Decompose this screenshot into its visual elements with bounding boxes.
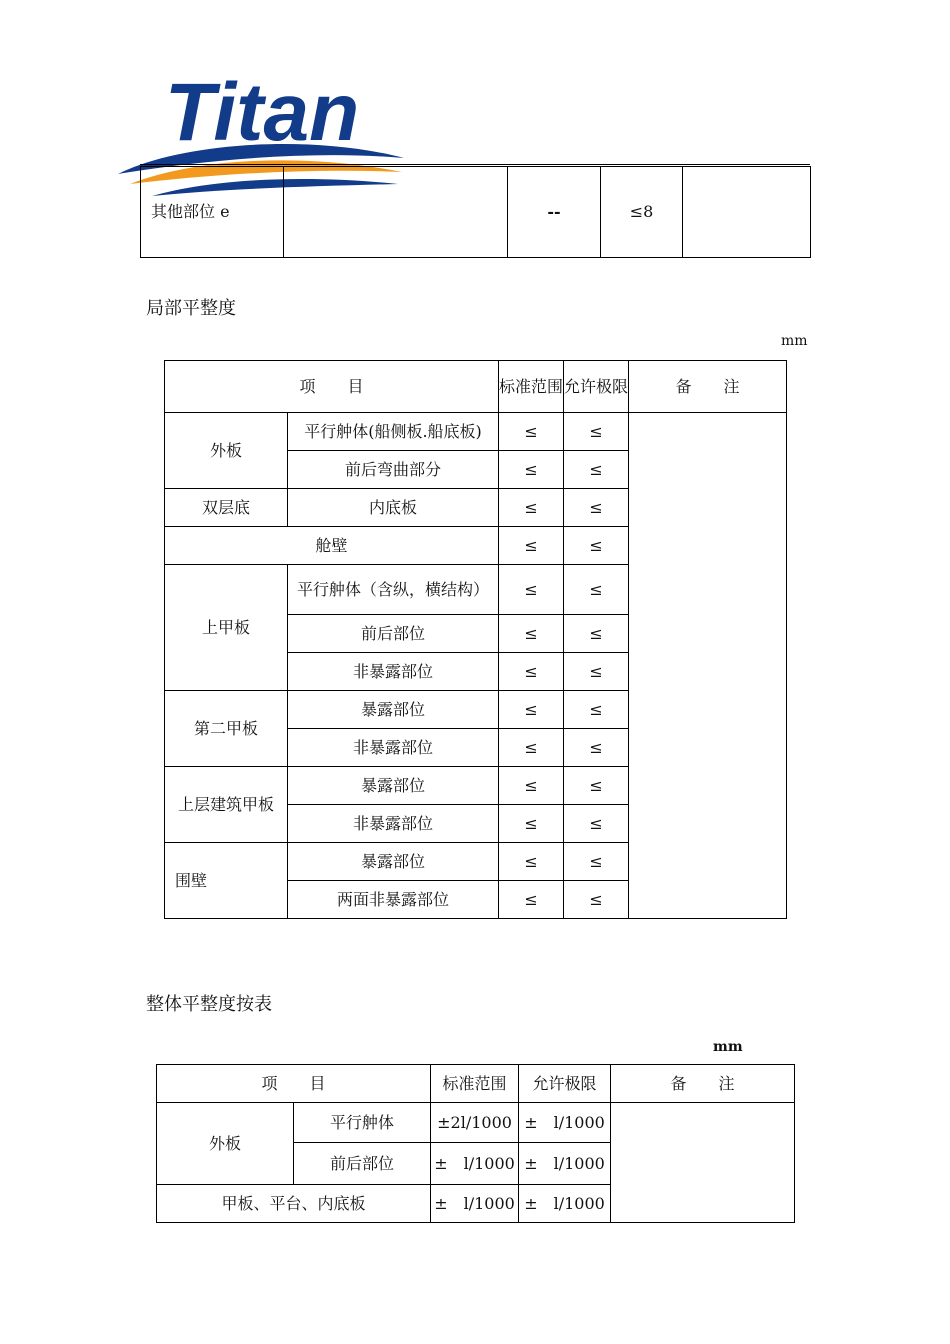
header-rule: [140, 164, 810, 165]
group-upper-deck: 上甲板: [165, 565, 288, 691]
row-label: 平行舯体(船侧板.船底板): [288, 413, 499, 451]
standard-cell: ≤: [499, 565, 564, 615]
limit-cell: ≤: [564, 565, 629, 615]
row-label: 前后弯曲部分: [288, 451, 499, 489]
row-label: 暴露部位: [288, 767, 499, 805]
limit-cell: ≤8: [601, 167, 683, 258]
standard-cell: ± l/1000: [431, 1185, 519, 1223]
row-label: 平行舯体（含纵，横结构）: [288, 565, 499, 615]
standard-cell: ≤: [499, 767, 564, 805]
standard-cell: ≤: [499, 881, 564, 919]
standard-cell: ±2l/1000: [431, 1103, 519, 1143]
local-flatness-table: [164, 360, 787, 919]
unit-label-local: mm: [781, 333, 808, 349]
row-label: 暴露部位: [288, 843, 499, 881]
svg-text:Titan: Titan: [164, 72, 360, 158]
limit-cell: ≤: [564, 729, 629, 767]
limit-cell: ≤: [564, 805, 629, 843]
row-label: 非暴露部位: [288, 729, 499, 767]
limit-cell: ≤: [564, 615, 629, 653]
limit-cell: ≤: [564, 527, 629, 565]
limit-cell: ± l/1000: [519, 1185, 611, 1223]
standard-cell: ≤: [499, 451, 564, 489]
group-superstructure: 上层建筑甲板: [165, 767, 288, 843]
limit-cell: ≤: [564, 451, 629, 489]
header-limit: 允许极限: [564, 361, 629, 413]
group-bulkhead: 舱壁: [165, 527, 499, 565]
standard-cell: ≤: [499, 691, 564, 729]
row-label: 前后部位: [294, 1143, 431, 1185]
group-enclosure: 围壁: [165, 843, 288, 919]
standard-cell: ≤: [499, 729, 564, 767]
header-item: 项 目: [165, 361, 499, 413]
row-label: 非暴露部位: [288, 653, 499, 691]
row-label: 平行舯体: [294, 1103, 431, 1143]
limit-cell: ± l/1000: [519, 1103, 611, 1143]
row-label: 其他部位 e: [141, 167, 284, 258]
group-double-bottom: 双层底: [165, 489, 288, 527]
limit-cell: ≤: [564, 489, 629, 527]
table-row: [141, 167, 811, 258]
row-label: 非暴露部位: [288, 805, 499, 843]
row-label: 两面非暴露部位: [288, 881, 499, 919]
limit-cell: ≤: [564, 691, 629, 729]
header-standard: 标准范围: [499, 361, 564, 413]
row-label: 内底板: [288, 489, 499, 527]
row-label: 暴露部位: [288, 691, 499, 729]
unit-label-overall: mm: [713, 1039, 743, 1055]
standard-cell: ≤: [499, 615, 564, 653]
remark-cell: [683, 167, 811, 258]
section-heading-local: 局部平整度: [146, 298, 236, 319]
limit-cell: ± l/1000: [519, 1143, 611, 1185]
header-standard: 标准范围: [431, 1065, 519, 1103]
limit-cell: ≤: [564, 881, 629, 919]
limit-cell: ≤: [564, 767, 629, 805]
group-outer: 外板: [165, 413, 288, 489]
group-second-deck: 第二甲板: [165, 691, 288, 767]
limit-cell: ≤: [564, 843, 629, 881]
top-partial-table: [140, 166, 811, 258]
limit-cell: ≤: [564, 413, 629, 451]
header-remark: 备 注: [611, 1065, 795, 1103]
header-limit: 允许极限: [519, 1065, 611, 1103]
table-header-row: [157, 1065, 795, 1103]
standard-cell: --: [508, 167, 601, 258]
table-row: [165, 413, 787, 451]
remark-cell: [629, 413, 787, 919]
standard-cell: ≤: [499, 843, 564, 881]
standard-cell: ≤: [499, 805, 564, 843]
table-header-row: [165, 361, 787, 413]
header-remark: 备 注: [629, 361, 787, 413]
header-item: 项 目: [157, 1065, 431, 1103]
group-outer: 外板: [157, 1103, 294, 1185]
table-row: [157, 1103, 795, 1143]
limit-cell: ≤: [564, 653, 629, 691]
section-heading-overall: 整体平整度按表: [146, 994, 272, 1015]
standard-cell: ≤: [499, 489, 564, 527]
remark-cell: [611, 1103, 795, 1223]
overall-flatness-table: [156, 1064, 795, 1223]
empty-cell: [284, 167, 508, 258]
row-label: 前后部位: [288, 615, 499, 653]
standard-cell: ≤: [499, 653, 564, 691]
standard-cell: ≤: [499, 413, 564, 451]
standard-cell: ± l/1000: [431, 1143, 519, 1185]
row-label: 甲板、平台、内底板: [157, 1185, 431, 1223]
standard-cell: ≤: [499, 527, 564, 565]
